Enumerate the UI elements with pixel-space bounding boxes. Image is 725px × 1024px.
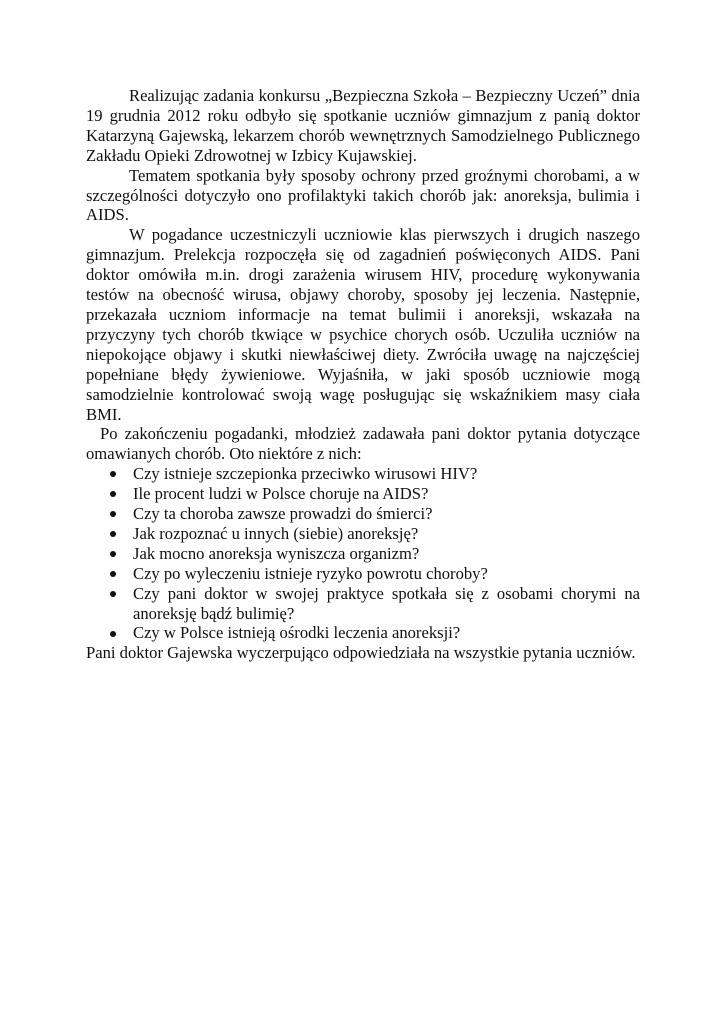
topic-paragraph: Tematem spotkania były sposoby ochrony przed groźnymi chorobami, a w szczególności dotyczyło ono profilaktyki takich chorób jak: anoreksja, bulimia i AIDS. [86, 165, 640, 225]
bullet-icon [110, 484, 126, 504]
list-item [86, 584, 640, 624]
list-item [86, 484, 640, 504]
list-item [86, 524, 640, 544]
bullet-icon [110, 504, 126, 524]
questions-list [86, 464, 640, 643]
bullet-icon [110, 524, 126, 544]
question-text: Ile procent ludzi w Polsce choruje na AIDS? [133, 484, 429, 504]
bullet-icon [110, 564, 126, 584]
question-text: Czy istnieje szczepionka przeciwko wirusowi HIV? [133, 464, 478, 484]
bullet-icon [110, 623, 126, 643]
questions-intro-paragraph: Po zakończeniu pogadanki, młodzież zadawała pani doktor pytania dotyczące omawianych chorób. Oto niektóre z nich: [86, 424, 640, 464]
list-item [86, 564, 640, 584]
bullet-icon [110, 544, 126, 564]
document-page [86, 86, 640, 663]
question-text: Czy po wyleczeniu istnieje ryzyko powrotu choroby? [133, 563, 488, 583]
question-text: Czy ta choroba zawsze prowadzi do śmierci? [133, 504, 433, 524]
question-text: Jak mocno anoreksja wyniszcza organizm? [133, 543, 420, 563]
bullet-icon [110, 464, 126, 484]
question-text: Czy w Polsce istnieją ośrodki leczenia anoreksji? [133, 623, 461, 643]
bullet-icon [110, 584, 126, 604]
talk-description-paragraph: W pogadance uczestniczyli uczniowie klas pierwszych i drugich naszego gimnazjum. Prelekcja rozpoczęła się od zagadnień poświęconych AIDS. Pani doktor omówiła m.in. drogi zarażenia wirusem HIV, procedurę wykonywania testów na obecność wirusa, objawy choroby, sposoby jej leczenia. Następnie, przekazała uczniom informacje na temat bulimii i anoreksji, wskazała na przyczyny tych chorób tkwiące w psychice chorych osób. Uczuliła uczniów na niepokojące objawy i skutki niewłaściwej diety. Zwróciła uwagę na najczęściej popełniane błędy żywieniowe. Wyjaśniła, w jaki sposób uczniowie mogą samodzielnie kontrolować swoją wagę posługując się wskaźnikiem masy ciała BMI. [86, 225, 640, 424]
list-item [86, 623, 640, 643]
list-item [86, 504, 640, 524]
intro-paragraph: Realizując zadania konkursu „Bezpieczna Szkoła – Bezpieczny Uczeń” dnia 19 grudnia 2012 roku odbyło się spotkanie uczniów gimnazjum z panią doktor Katarzyną Gajewską, lekarzem chorób wewnętrznych Samodzielnego Publicznego Zakładu Opieki Zdrowotnej w Izbicy Kujawskiej. [86, 86, 640, 165]
question-text: Jak rozpoznać u innych (siebie) anoreksję? [133, 523, 419, 543]
list-item [86, 464, 640, 484]
closing-paragraph: Pani doktor Gajewska wyczerpująco odpowiedziała na wszystkie pytania uczniów. [86, 643, 636, 663]
question-text: Czy pani doktor w swojej praktyce spotkała się z osobami chorymi na anoreksję bądź bulimię? [133, 583, 640, 623]
list-item [86, 544, 640, 564]
